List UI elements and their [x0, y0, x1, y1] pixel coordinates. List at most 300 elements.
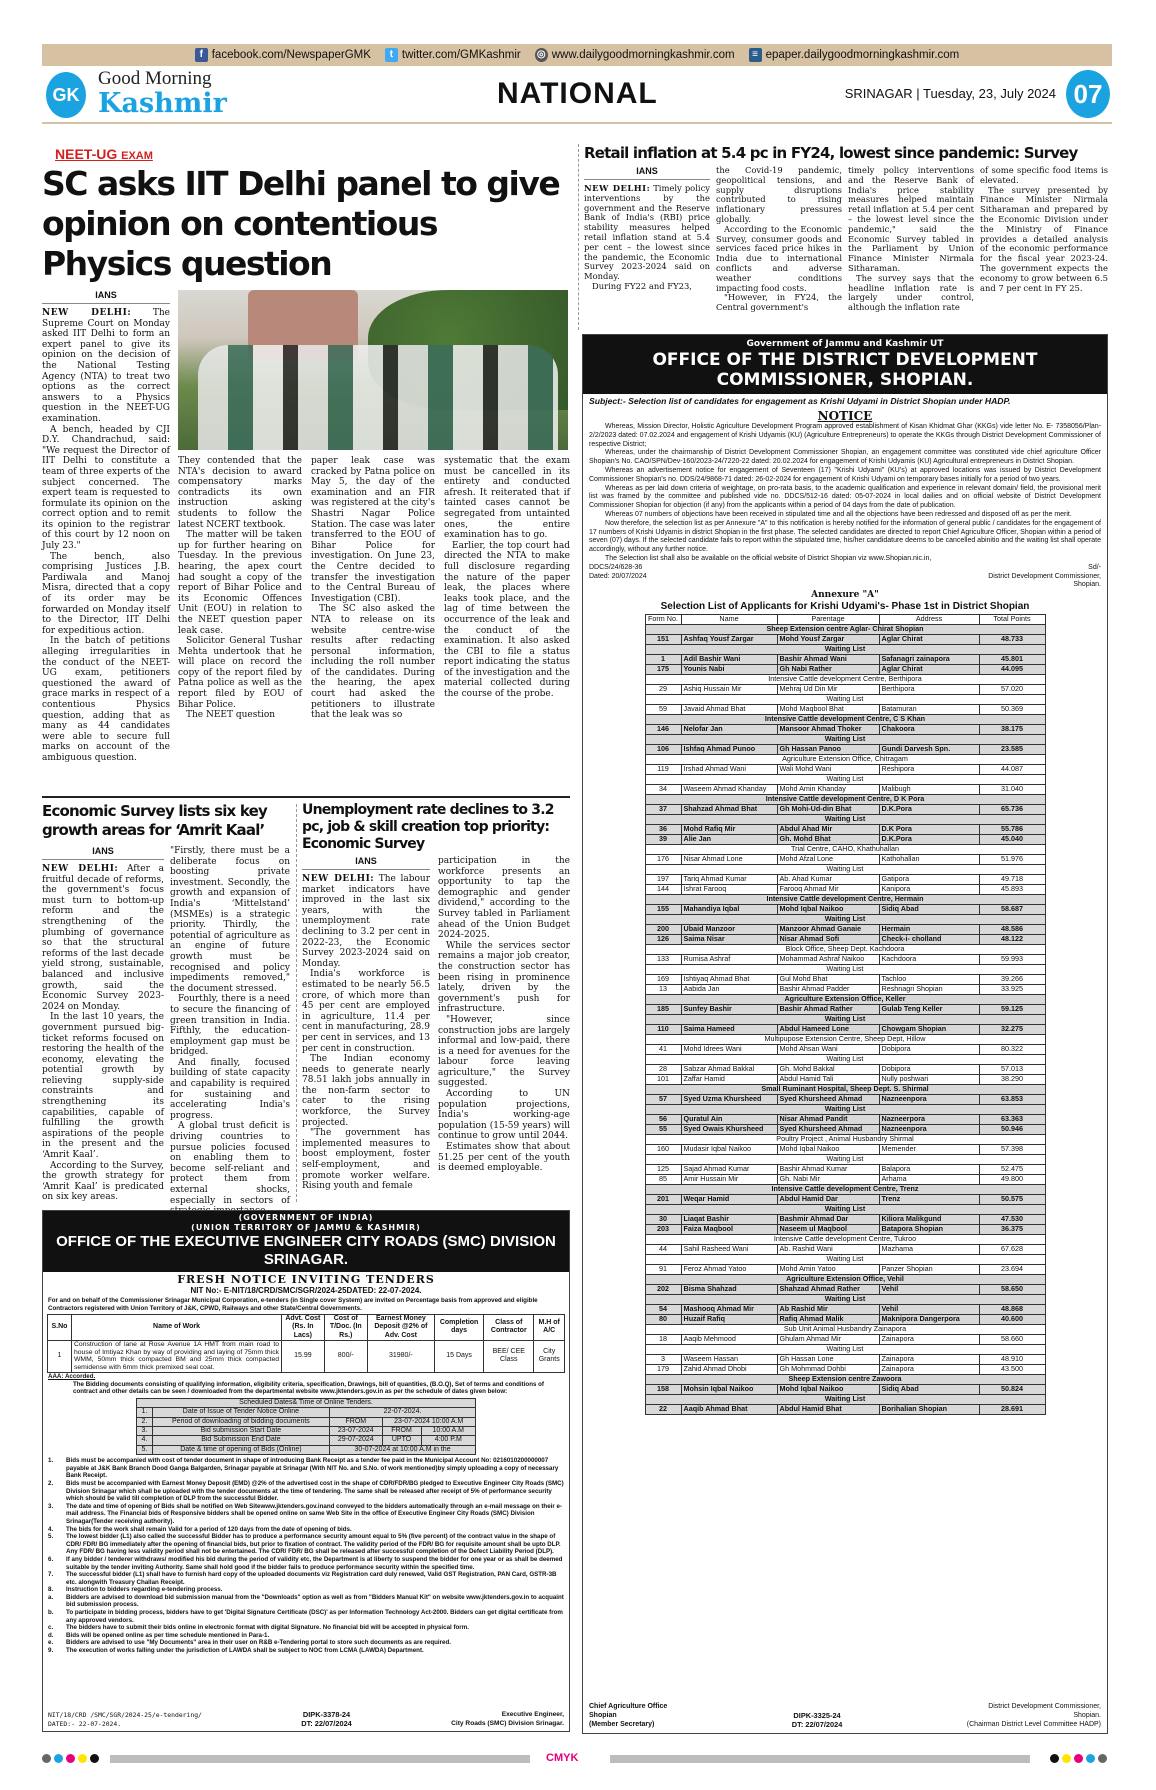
- cell: Period of downloading of bidding documents: [152, 1417, 329, 1426]
- address-cell: Aglar Chirat: [879, 665, 979, 675]
- unemployment-para: India's workforce is estimated to be nearly 56.5 crore, of which more than 45 per cent are employed in agriculture, 11.4 per cent in manufacturing, 28.9 per cent in services, and 13 per cent in construction.: [302, 969, 430, 1054]
- name-cell: Waseem Hassan: [681, 1355, 777, 1365]
- table-row: [645, 805, 1045, 815]
- section-header: [645, 1235, 1045, 1245]
- waiting-list-header: [645, 1345, 1045, 1355]
- byline: IANS: [42, 290, 170, 304]
- website-link[interactable]: [535, 48, 735, 62]
- masthead: [42, 68, 1112, 124]
- form-no-cell: 59: [645, 705, 681, 715]
- condition-number: 8.: [48, 1586, 54, 1594]
- parentage-cell: Wali Mohd Wani: [777, 765, 879, 775]
- cell: 4.: [137, 1436, 153, 1445]
- facebook-link[interactable]: [195, 48, 371, 62]
- cell: 1: [48, 1340, 72, 1372]
- parentage-cell: Bashir Ahmad Kumar: [777, 1165, 879, 1175]
- table-row: [645, 705, 1045, 715]
- form-no-cell: 54: [645, 1305, 681, 1315]
- table-row: [645, 825, 1045, 835]
- amrit-para: And finally, focused building of state capacity and capability is required for sustaining and accelerating India's progress.: [170, 1057, 290, 1121]
- parentage-cell: Gul Mohd Bhat: [777, 975, 879, 985]
- inflation-para: The survey says that the headline inflation rate is largely under control, although the inflation rate: [848, 272, 974, 313]
- notice-foot-left: [589, 1702, 667, 1729]
- unemployment-headline[interactable]: Unemployment rate declines to 3.2 pc, job & skill creation top priority: Economic Survey: [302, 802, 554, 852]
- cell: 31980/-: [367, 1340, 434, 1372]
- form-no-cell: 169: [645, 975, 681, 985]
- epaper-link[interactable]: [749, 48, 960, 62]
- notice-header: [583, 335, 1107, 394]
- facebook-text: facebook.com/NewspaperGMK: [211, 49, 371, 61]
- tender-ref-no: NIT/18/CRD /SMC/SGR/2024-25/e-tendering/: [48, 1711, 202, 1720]
- waiting-list-header: [645, 1205, 1045, 1215]
- form-no-cell: 34: [645, 785, 681, 795]
- lead-para: They contended that the NTA's decision to award compensatory marks contradicts its own instruction asking students to follow the latest NCERT textbook.: [178, 456, 302, 530]
- address-cell: Tachloo: [879, 975, 979, 985]
- table-row: [645, 1175, 1045, 1185]
- table-row: [645, 1145, 1045, 1155]
- total-points-cell: 63.363: [979, 1115, 1045, 1125]
- total-points-cell: 31.040: [979, 785, 1045, 795]
- address-cell: Nazneenpora: [879, 1125, 979, 1135]
- foot-line: Shopian.: [1073, 1712, 1101, 1719]
- name-cell: Shahzad Ahmad Bhat: [681, 805, 777, 815]
- name-cell: Waseem Ahmad Khanday: [681, 785, 777, 795]
- waiting-list-header-label: Waiting List: [645, 915, 1045, 925]
- section-header-label: Sheep Extension centre Zawoora: [645, 1375, 1045, 1385]
- notice-office-line2: COMMISSIONER, SHOPIAN.: [716, 370, 974, 390]
- form-no-cell: 179: [645, 1365, 681, 1375]
- condition-number: d.: [48, 1631, 54, 1639]
- amrit-column-1: [42, 846, 164, 1204]
- unemployment-para: "However, since construction jobs are largely informal and low-paid, there is a need for avenues for the labour force leaving agriculture," the Survey suggested.: [438, 1014, 570, 1089]
- parentage-cell: Nisar Ahmad Sofi: [777, 935, 879, 945]
- waiting-list-header: [645, 695, 1045, 705]
- address-cell: Chakoora: [879, 725, 979, 735]
- schedule-row: [137, 1445, 476, 1454]
- table-row: [645, 665, 1045, 675]
- address-cell: Safanagri zainapora: [879, 655, 979, 665]
- tender-condition: [48, 1586, 564, 1594]
- twitter-link[interactable]: [385, 48, 521, 62]
- address-cell: Memender: [879, 1145, 979, 1155]
- total-points-cell: 50.369: [979, 705, 1045, 715]
- form-no-cell: 28: [645, 1065, 681, 1075]
- waiting-list-header: [645, 1015, 1045, 1025]
- table-row: [645, 985, 1045, 995]
- inflation-para: According to the Economic Survey, consumer goods and services faced price hikes in India due to international conflicts and adverse weather conditions impacting food costs.: [716, 223, 842, 293]
- tender-header: [43, 1211, 569, 1272]
- byline: IANS: [42, 846, 164, 860]
- cell: 23-07-2024: [330, 1426, 382, 1435]
- inflation-para: timely policy interventions and the Reserve Bank of India's price stability measures helped maintain retail inflation at 5.4 per cent – the lowest level since the pandemic," said the Economic Survey tabled in the Parliament by Union Finance Minister Nirmala Sitharaman.: [848, 165, 974, 273]
- total-points-cell: 39.266: [979, 975, 1045, 985]
- lead-para: The NEET question: [186, 710, 276, 721]
- waiting-list-header: [645, 1255, 1045, 1265]
- address-cell: Gulab Teng Keller: [879, 1005, 979, 1015]
- notice-paragraph: Whereas, Mission Director, Holistic Agriculture Development Program approved establishment of Kisan Khidmat Ghar (KKGs) vide letter No. E- 7358056/Plan-2/2/2023 dated: 07.02.2024 and engagement of Krishi Udyamis (KU) (Agriculture Entrepreneurs) to operate the KKGs through District Development Commissioner of respective District;: [589, 423, 1101, 448]
- name-cell: Mudasir Iqbal Naikoo: [681, 1145, 777, 1155]
- section-header: [645, 1325, 1045, 1335]
- parentage-cell: Bashir Ahmad Wani: [777, 655, 879, 665]
- address-cell: Aglar Chirat: [879, 635, 979, 645]
- schedule-row: [137, 1417, 476, 1426]
- address-cell: Vehil: [879, 1305, 979, 1315]
- lead-para: paper leak case was cracked by Patna police on May 5, the day of the examination and an FIR was registered at the city's Shastri Nagar Police Station. The case was later transferred to the EOU of Bihar Police for investigation. On June 23, the Centre decided to transfer the investigation to the Central Bureau of Investigation (CBI).: [311, 456, 435, 604]
- dipk-no: DIPK-3325-24: [793, 1711, 841, 1720]
- cell: 3.: [137, 1426, 153, 1435]
- form-no-cell: 175: [645, 665, 681, 675]
- cell: 15 Days: [434, 1340, 483, 1372]
- tender-bullet: The Bidding documents consisting of qualifying information, eligibility criteria, specification, Drawings, bill of quantities, (B.O.Q), Set of terms and conditions of contract and other details can be seen / downloaded from the departmental website www.jktenders.gov.in as per the schedule of dates given below:: [73, 1380, 544, 1396]
- name-cell: Sunfey Bashir: [681, 1005, 777, 1015]
- amrit-para: A global trust deficit is driving countries to pursue policies focused on enabling them to become self-reliant and protect them from external shocks, especially in sectors of: [170, 1121, 290, 1206]
- cell: 15.99: [282, 1340, 325, 1372]
- name-cell: Syed Owais Khursheed: [681, 1125, 777, 1135]
- table-row: [645, 1335, 1045, 1345]
- total-points-cell: 32.275: [979, 1025, 1045, 1035]
- form-no-cell: 110: [645, 1025, 681, 1035]
- address-cell: Zainapora: [879, 1355, 979, 1365]
- name-cell: Aaqib Mehmood: [681, 1335, 777, 1345]
- form-no-cell: 3: [645, 1355, 681, 1365]
- tender-condition: [48, 1480, 564, 1503]
- condition-text: The successful bidder (L1) shall have to furnish hard copy of the uploaded documents viz Registration card duly renewed, Valid GST Registration, PAN Card, GSTR-3B etc. alongwith Treasury Challan Receipt.: [66, 1571, 557, 1586]
- parentage-cell: Syed Khursheed Ahmad: [777, 1125, 879, 1135]
- form-no-cell: 155: [645, 905, 681, 915]
- name-cell: Mashooq Ahmad Mir: [681, 1305, 777, 1315]
- total-points-cell: 52.475: [979, 1165, 1045, 1175]
- foot-line: District Development Commissioner,: [988, 1703, 1101, 1710]
- lead-headline[interactable]: SC asks IIT Delhi panel to give opinion on contentious Physics question: [42, 164, 560, 283]
- notice-paragraph: The Selection list shall also be available on the official website of District Shopian viz www.Shopian.nic.in,: [605, 554, 932, 562]
- parentage-cell: Bashmir Ahmad Dar: [777, 1215, 879, 1225]
- foot-line: (Chairman District Level Committee HADP): [966, 1721, 1101, 1728]
- parentage-cell: Mohd Iqbal Naikoo: [777, 1145, 879, 1155]
- table-row: [645, 1265, 1045, 1275]
- form-no-cell: 146: [645, 725, 681, 735]
- name-cell: Tariq Ahmad Kumar: [681, 875, 777, 885]
- condition-number: 5.: [48, 1533, 54, 1541]
- parentage-cell: Rafiq Ahmad Malik: [777, 1315, 879, 1325]
- section-header-label: Small Ruminant Hospital, Sheep Dept. S. Shirmal: [645, 1085, 1045, 1095]
- inflation-column-2: [716, 166, 842, 330]
- condition-text: Bids must be accompanied with Earnest Money Deposit (EMD) @2% of the advertised cost in the shape of CDR/FDR/BG pledged to Executive Engineer City Roads (SMC) Division Srinagar which shall be uploaded with the tender documents at the time of tendering. The same shall be released after receipt of 5% of performance security which should be valid till completion of DLP from the successful Bidder.: [66, 1479, 564, 1503]
- total-points-cell: 50.824: [979, 1385, 1045, 1395]
- twitter-icon: t: [385, 48, 398, 62]
- form-no-cell: 37: [645, 805, 681, 815]
- condition-text: If any bidder / tenderer withdraws/ modified his bid during the period of validity etc, the Department is at liberty to suspend the bidder for one year or as shall be deemed suitable by the tender inviting Authority. Same shall hold good if the bidder fails to produce performance security within the specified time.: [66, 1555, 563, 1571]
- name-cell: Nelofar Jan: [681, 725, 777, 735]
- th-address: Address: [879, 615, 979, 625]
- selection-list-table: [645, 614, 1046, 1415]
- waiting-list-header: [645, 915, 1045, 925]
- tender-nit-number: NIT No:- E-NIT/18/CRD/SMC/SGR/2024-25DATED: 22-07-2024.: [190, 1286, 422, 1295]
- section-title: NATIONAL: [497, 77, 658, 110]
- form-no-cell: 119: [645, 765, 681, 775]
- logo-bottom-text: Kashmir: [98, 88, 227, 119]
- section-header: [645, 675, 1045, 685]
- notice-body: [583, 423, 1107, 564]
- waiting-list-header: [645, 1295, 1045, 1305]
- total-points-cell: 59.125: [979, 1005, 1045, 1015]
- parentage-cell: Abdul Hamid Dar: [777, 1195, 879, 1205]
- name-cell: Quratul Ain: [681, 1115, 777, 1125]
- section-header: [645, 1135, 1045, 1145]
- table-row: [48, 1340, 565, 1372]
- form-no-cell: 57: [645, 1095, 681, 1105]
- byline: IANS: [584, 166, 710, 180]
- address-cell: Reshipora: [879, 765, 979, 775]
- section-header-label: Intensive Cattle development Centre, Hermain: [645, 895, 1045, 905]
- amrit-para: In the last 10 years, the government pursued big-ticket reforms focused on restoring the health of the economy, elevating the potential growth by relieving supply-side constraints and strengthening its capabilities, capable of fulfilling the growth aspirations of the people in the present and the ‘Amrit Kaal’.: [42, 1012, 164, 1161]
- tender-gov2: (UNION TERRITORY OF JAMMU & KASHMIR): [191, 1223, 421, 1232]
- lead-para: Earlier, the top court had directed the NTA to make full disclosure regarding the nature of the paper leak, the places where leaks took place, and the lag of time between the occurrence of the leak and the conduct of the examination. It also asked the CBI to file a status report indicating the status of the investigation and the material collected during the course of the probe.: [444, 540, 570, 700]
- th-sno: S.No: [48, 1315, 72, 1341]
- th-emd: Earnest Money Deposit @2% of Adv. Cost: [367, 1315, 434, 1341]
- total-points-cell: 44.087: [979, 765, 1045, 775]
- cell: FROM: [382, 1426, 421, 1435]
- table-row: [645, 835, 1045, 845]
- foot-line: Chief Agriculture Office: [589, 1703, 668, 1710]
- name-cell: Saima Nisar: [681, 935, 777, 945]
- amrit-para: According to the Survey, the growth strategy for ‘Amrit Kaal’ is predicated on six key areas.: [42, 1160, 164, 1203]
- waiting-list-header-label: Waiting List: [645, 1255, 1045, 1265]
- waiting-list-header-label: Waiting List: [645, 1105, 1045, 1115]
- waiting-list-header-label: Waiting List: [645, 775, 1045, 785]
- cell: 22-07-2024.: [330, 1408, 476, 1417]
- name-cell: Alie Jan: [681, 835, 777, 845]
- cell: Construction of lane at Rose Avenue 1A HMT from main road to house of Imtiyaz Khan by way of providing and laying of 75mm thick WMM, 50mm thick compacted BM and 25mm thick compacted semidense with 6mm thick premixed seal coat.: [72, 1340, 282, 1372]
- parentage-cell: Abdul Hameed Lone: [777, 1025, 879, 1035]
- notice-ref-row: [583, 564, 1107, 590]
- parentage-cell: Gh Hassan Lone: [777, 1355, 879, 1365]
- unemployment-para: "The government has implemented measures to boost employment, foster self-employment, and promote worker welfare. Rising youth and female: [302, 1128, 430, 1192]
- condition-number: 3.: [48, 1502, 54, 1510]
- cell: 29-07-2024: [330, 1436, 382, 1445]
- lead-column-1: [42, 290, 170, 792]
- notice-paragraph: Whereas as per laid down criteria of weightage, on pro-rata basis, to the academic qualification and experience in relevant domain/ field, the provisional merit list was framed by the committee and published vide no. DDCS/512-16 dated: 05-07-2024 in local dailies and on official website of District Development Commissioner Shopian for objection (if any) from the applicants within a period of 04 days from the date of publication.: [589, 484, 1101, 510]
- form-no-cell: 55: [645, 1125, 681, 1135]
- form-no-cell: 185: [645, 1005, 681, 1015]
- address-cell: Sidiq Abad: [879, 905, 979, 915]
- tender-condition: [48, 1632, 564, 1640]
- section-header: [645, 995, 1045, 1005]
- th-class: Class of Contractor: [484, 1315, 534, 1341]
- total-points-cell: 57.020: [979, 685, 1045, 695]
- table-row: [645, 1405, 1045, 1415]
- table-row: [645, 955, 1045, 965]
- address-cell: Nazneerpora: [879, 1115, 979, 1125]
- waiting-list-header: [645, 775, 1045, 785]
- address-cell: Batapora Shopian: [879, 1225, 979, 1235]
- address-cell: Dobipora: [879, 1065, 979, 1075]
- inflation-para: NEW DELHI: Timely policy interventions by the government and the Reserve Bank of India's (RBI) price stability measures helped retail inflation stand at 5.4 per cent – the lowest since the pandemic, the Economic Survey 2023-2024 said on Monday.: [584, 183, 710, 282]
- lead-column-3: [311, 456, 435, 792]
- cell: FROM: [330, 1417, 382, 1426]
- parentage-cell: Mansoor Ahmad Thoker: [777, 725, 879, 735]
- total-points-cell: 58.660: [979, 1335, 1045, 1345]
- waiting-list-header: [645, 1105, 1045, 1115]
- section-header: [645, 755, 1045, 765]
- condition-text: To participate in bidding process, bidders have to get 'Digital Signature Certificate (DSC)' as per Information Technology Act-2000. Bidders can get digital certificate from any approved vendors.: [66, 1609, 563, 1624]
- schedule-row: [137, 1426, 476, 1435]
- section-header-label: Intensive Cattle development Centre, Tukroo: [645, 1235, 1045, 1245]
- document-icon: ≡: [749, 48, 762, 62]
- kicker-text: NEET-UG: [55, 146, 118, 162]
- address-cell: Borihalian Shopian: [879, 1405, 979, 1415]
- condition-text: The bidders have to submit their bids online in electronic format with digital Signature. No financial bid will be accepted in physical form.: [66, 1624, 469, 1632]
- selection-list-title: Selection List of Applicants for Krishi Udyami's- Phase 1st in District Shopian: [660, 601, 1030, 613]
- waiting-list-header-label: Waiting List: [645, 965, 1045, 975]
- parentage-cell: Mohd Iqbal Naikoo: [777, 905, 879, 915]
- address-cell: Berthipora: [879, 685, 979, 695]
- address-cell: Trenz: [879, 1195, 979, 1205]
- table-row: [645, 975, 1045, 985]
- section-header-label: Trial Centre, CAHO, Khathuhallan: [645, 845, 1045, 855]
- address-cell: Zainapora: [879, 1335, 979, 1345]
- parentage-cell: Gh. Mohd Bakkal: [777, 1065, 879, 1075]
- parentage-cell: Mohammad Ashraf Naikoo: [777, 955, 879, 965]
- lead-column-4: [444, 456, 570, 792]
- parentage-cell: Ghulam Ahmad Mir: [777, 1335, 879, 1345]
- section-header-label: Intensive Cattle development Centre, D K Pora: [645, 795, 1045, 805]
- waiting-list-header-label: Waiting List: [645, 1395, 1045, 1405]
- total-points-cell: 48.910: [979, 1355, 1045, 1365]
- table-row: [645, 1165, 1045, 1175]
- kicker-small: EXAM: [121, 150, 153, 162]
- registration-dots-left: [42, 1754, 99, 1763]
- students-group: [198, 345, 558, 450]
- section-header: [645, 795, 1045, 805]
- tender-ref: [48, 1711, 202, 1728]
- form-no-cell: 106: [645, 745, 681, 755]
- amrit-headline[interactable]: Economic Survey lists six key growth areas for ‘Amrit Kaal’: [42, 802, 267, 839]
- table-row: [645, 1315, 1045, 1325]
- form-no-cell: 22: [645, 1405, 681, 1415]
- name-cell: Aabida Jan: [681, 985, 777, 995]
- page-number: 07: [1066, 70, 1110, 118]
- name-cell: Feroz Ahmad Yatoo: [681, 1265, 777, 1275]
- table-row: [645, 1305, 1045, 1315]
- name-cell: Ashiq Hussain Mir: [681, 685, 777, 695]
- condition-number: 6.: [48, 1555, 54, 1563]
- cell: UPTO: [382, 1436, 421, 1445]
- inflation-headline[interactable]: Retail inflation at 5.4 pc in FY24, lowest since pandemic: Survey: [584, 144, 1078, 162]
- notice-paragraph: Whereas, under the chairmanship of District Development Commissioner Shopian, an engagement committee was constituted vide chief agriculture Officer Shopian's No. CAO/SPN/Dev-160/2023-24/7220-22 dated: 20.02.2024 for engagement of Krishi Udyamis (KU) Agricultural entrepreneurs in District Shopian.: [589, 449, 1101, 466]
- notice-gov: Government of Jammu and Kashmir UT: [746, 339, 944, 349]
- condition-number: 2.: [48, 1479, 54, 1487]
- name-cell: Weqar Hamid: [681, 1195, 777, 1205]
- lead-para: Solicitor General Tushar Mehta undertook that he will place on record the copy of the report filed by Patna police as well as the report filed by EOU of Bihar Police.: [178, 636, 302, 710]
- form-no-cell: 39: [645, 835, 681, 845]
- condition-text: Bidders are advised to download bid submission manual from the "Downloads" option as well as from "Bidders Manual Kit" on website www.jktenders.gov.in to acquaint bid submission process.: [66, 1593, 564, 1609]
- tender-condition: [48, 1609, 564, 1624]
- total-points-cell: 50.946: [979, 1125, 1045, 1135]
- total-points-cell: 80.322: [979, 1045, 1045, 1055]
- form-no-cell: 200: [645, 925, 681, 935]
- parentage-cell: Ab. Ahad Kumar: [777, 875, 879, 885]
- tender-condition: [48, 1533, 564, 1556]
- notice-title: NOTICE: [817, 409, 873, 423]
- section-header: [645, 1375, 1045, 1385]
- waiting-list-header: [645, 1055, 1045, 1065]
- name-cell: Rumisa Ashraf: [681, 955, 777, 965]
- social-links-bar: [42, 44, 1112, 66]
- condition-text: Instruction to bidders regarding e-tendering process.: [66, 1586, 223, 1594]
- inflation-para: During FY22 and FY23,: [592, 280, 692, 291]
- table-row: [645, 745, 1045, 755]
- address-cell: Gundi Darvesh Spn.: [879, 745, 979, 755]
- cell: 2.: [137, 1417, 153, 1426]
- parentage-cell: Mohd Amin Yatoo: [777, 1265, 879, 1275]
- form-no-cell: 158: [645, 1385, 681, 1395]
- lead-para: The bench, also comprising Justices J.B. Pardiwala and Manoj Misra, directed that a copy of its order may be forwarded on Monday itself to the Director, IIT Delhi for expeditious action.: [42, 551, 170, 636]
- total-points-cell: 58.687: [979, 905, 1045, 915]
- ddc-notice-ad: [582, 334, 1108, 1734]
- condition-number: b.: [48, 1609, 54, 1617]
- name-cell: Bisma Shahzad: [681, 1285, 777, 1295]
- parentage-cell: Bashir Ahmad Rather: [777, 1005, 879, 1015]
- address-cell: Panzer Shopian: [879, 1265, 979, 1275]
- lead-para: The matter will be taken up for further hearing on Tuesday. In the previous hearing, the apex court had sought a copy of the report of Bihar Police and its Economic Offences Unit (EOU) in relation to the NEET question paper leak case.: [178, 530, 302, 636]
- section-header-label: Agriculture Extension Office, Chitragam: [645, 755, 1045, 765]
- unemployment-para: NEW DELHI: The labour market indicators have improved in the last six years, with the unemployment rate declining to 3.2 per cent in 2022-23, the Economic Survey 2023-2024 said on Monday.: [302, 874, 430, 969]
- name-cell: Nisar Ahmad Lone: [681, 855, 777, 865]
- table-row: [645, 655, 1045, 665]
- tender-work-table: [47, 1314, 565, 1373]
- table-row: [645, 1365, 1045, 1375]
- waiting-list-header-label: Waiting List: [645, 1015, 1045, 1025]
- parentage-cell: Gh Mohmmad Dohbi: [777, 1365, 879, 1375]
- tender-condition: [48, 1503, 564, 1526]
- lead-para: NEW DELHI: The Supreme Court on Monday asked IIT Delhi to form an expert panel to give its opinion on the decision of the National Testing Agency (NTA) to treat two options as the correct answers to a Physics question in the NEET-UG examination.: [42, 308, 170, 424]
- tender-condition: [48, 1457, 564, 1480]
- condition-number: 7.: [48, 1571, 54, 1579]
- total-points-cell: 67.628: [979, 1245, 1045, 1255]
- tender-condition: [48, 1624, 564, 1632]
- form-no-cell: 125: [645, 1165, 681, 1175]
- column-divider: [296, 804, 297, 1202]
- tender-condition: [48, 1556, 564, 1571]
- waiting-list-header: [645, 735, 1045, 745]
- table-row: [645, 855, 1045, 865]
- form-no-cell: 151: [645, 635, 681, 645]
- parentage-cell: Syed Khursheed Ahmad: [777, 1095, 879, 1105]
- cell: 30-07-2024 at 10:00 A.M in the: [330, 1445, 476, 1454]
- dateline-label: NEW DELHI:: [42, 308, 132, 318]
- parentage-cell: Mohd Maqbool Bhat: [777, 705, 879, 715]
- amrit-column-2: [170, 846, 290, 1204]
- waiting-list-header-label: Waiting List: [645, 815, 1045, 825]
- waiting-list-header-label: Waiting List: [645, 1205, 1045, 1215]
- form-no-cell: 160: [645, 1145, 681, 1155]
- lead-kicker: [55, 146, 153, 164]
- tender-conditions: [43, 1457, 569, 1654]
- table-row: [645, 885, 1045, 895]
- unemployment-para: Estimates show that about 51.25 per cent of the youth is deemed employable.: [438, 1142, 570, 1174]
- inflation-para: the Covid-19 pandemic, geopolitical tensions, and supply disruptions contributed to rising inflationary pressures globally.: [716, 165, 842, 224]
- condition-number: 1.: [48, 1457, 54, 1465]
- facebook-icon: f: [195, 48, 208, 62]
- form-no-cell: 30: [645, 1215, 681, 1225]
- cell: Date & time of opening of Bids (Online): [152, 1445, 329, 1454]
- waiting-list-header-label: Waiting List: [645, 735, 1045, 745]
- name-cell: Zaffar Hamid: [681, 1075, 777, 1085]
- total-points-cell: 36.375: [979, 1225, 1045, 1235]
- form-no-cell: 18: [645, 1335, 681, 1345]
- section-header: [645, 895, 1045, 905]
- total-points-cell: 28.691: [979, 1405, 1045, 1415]
